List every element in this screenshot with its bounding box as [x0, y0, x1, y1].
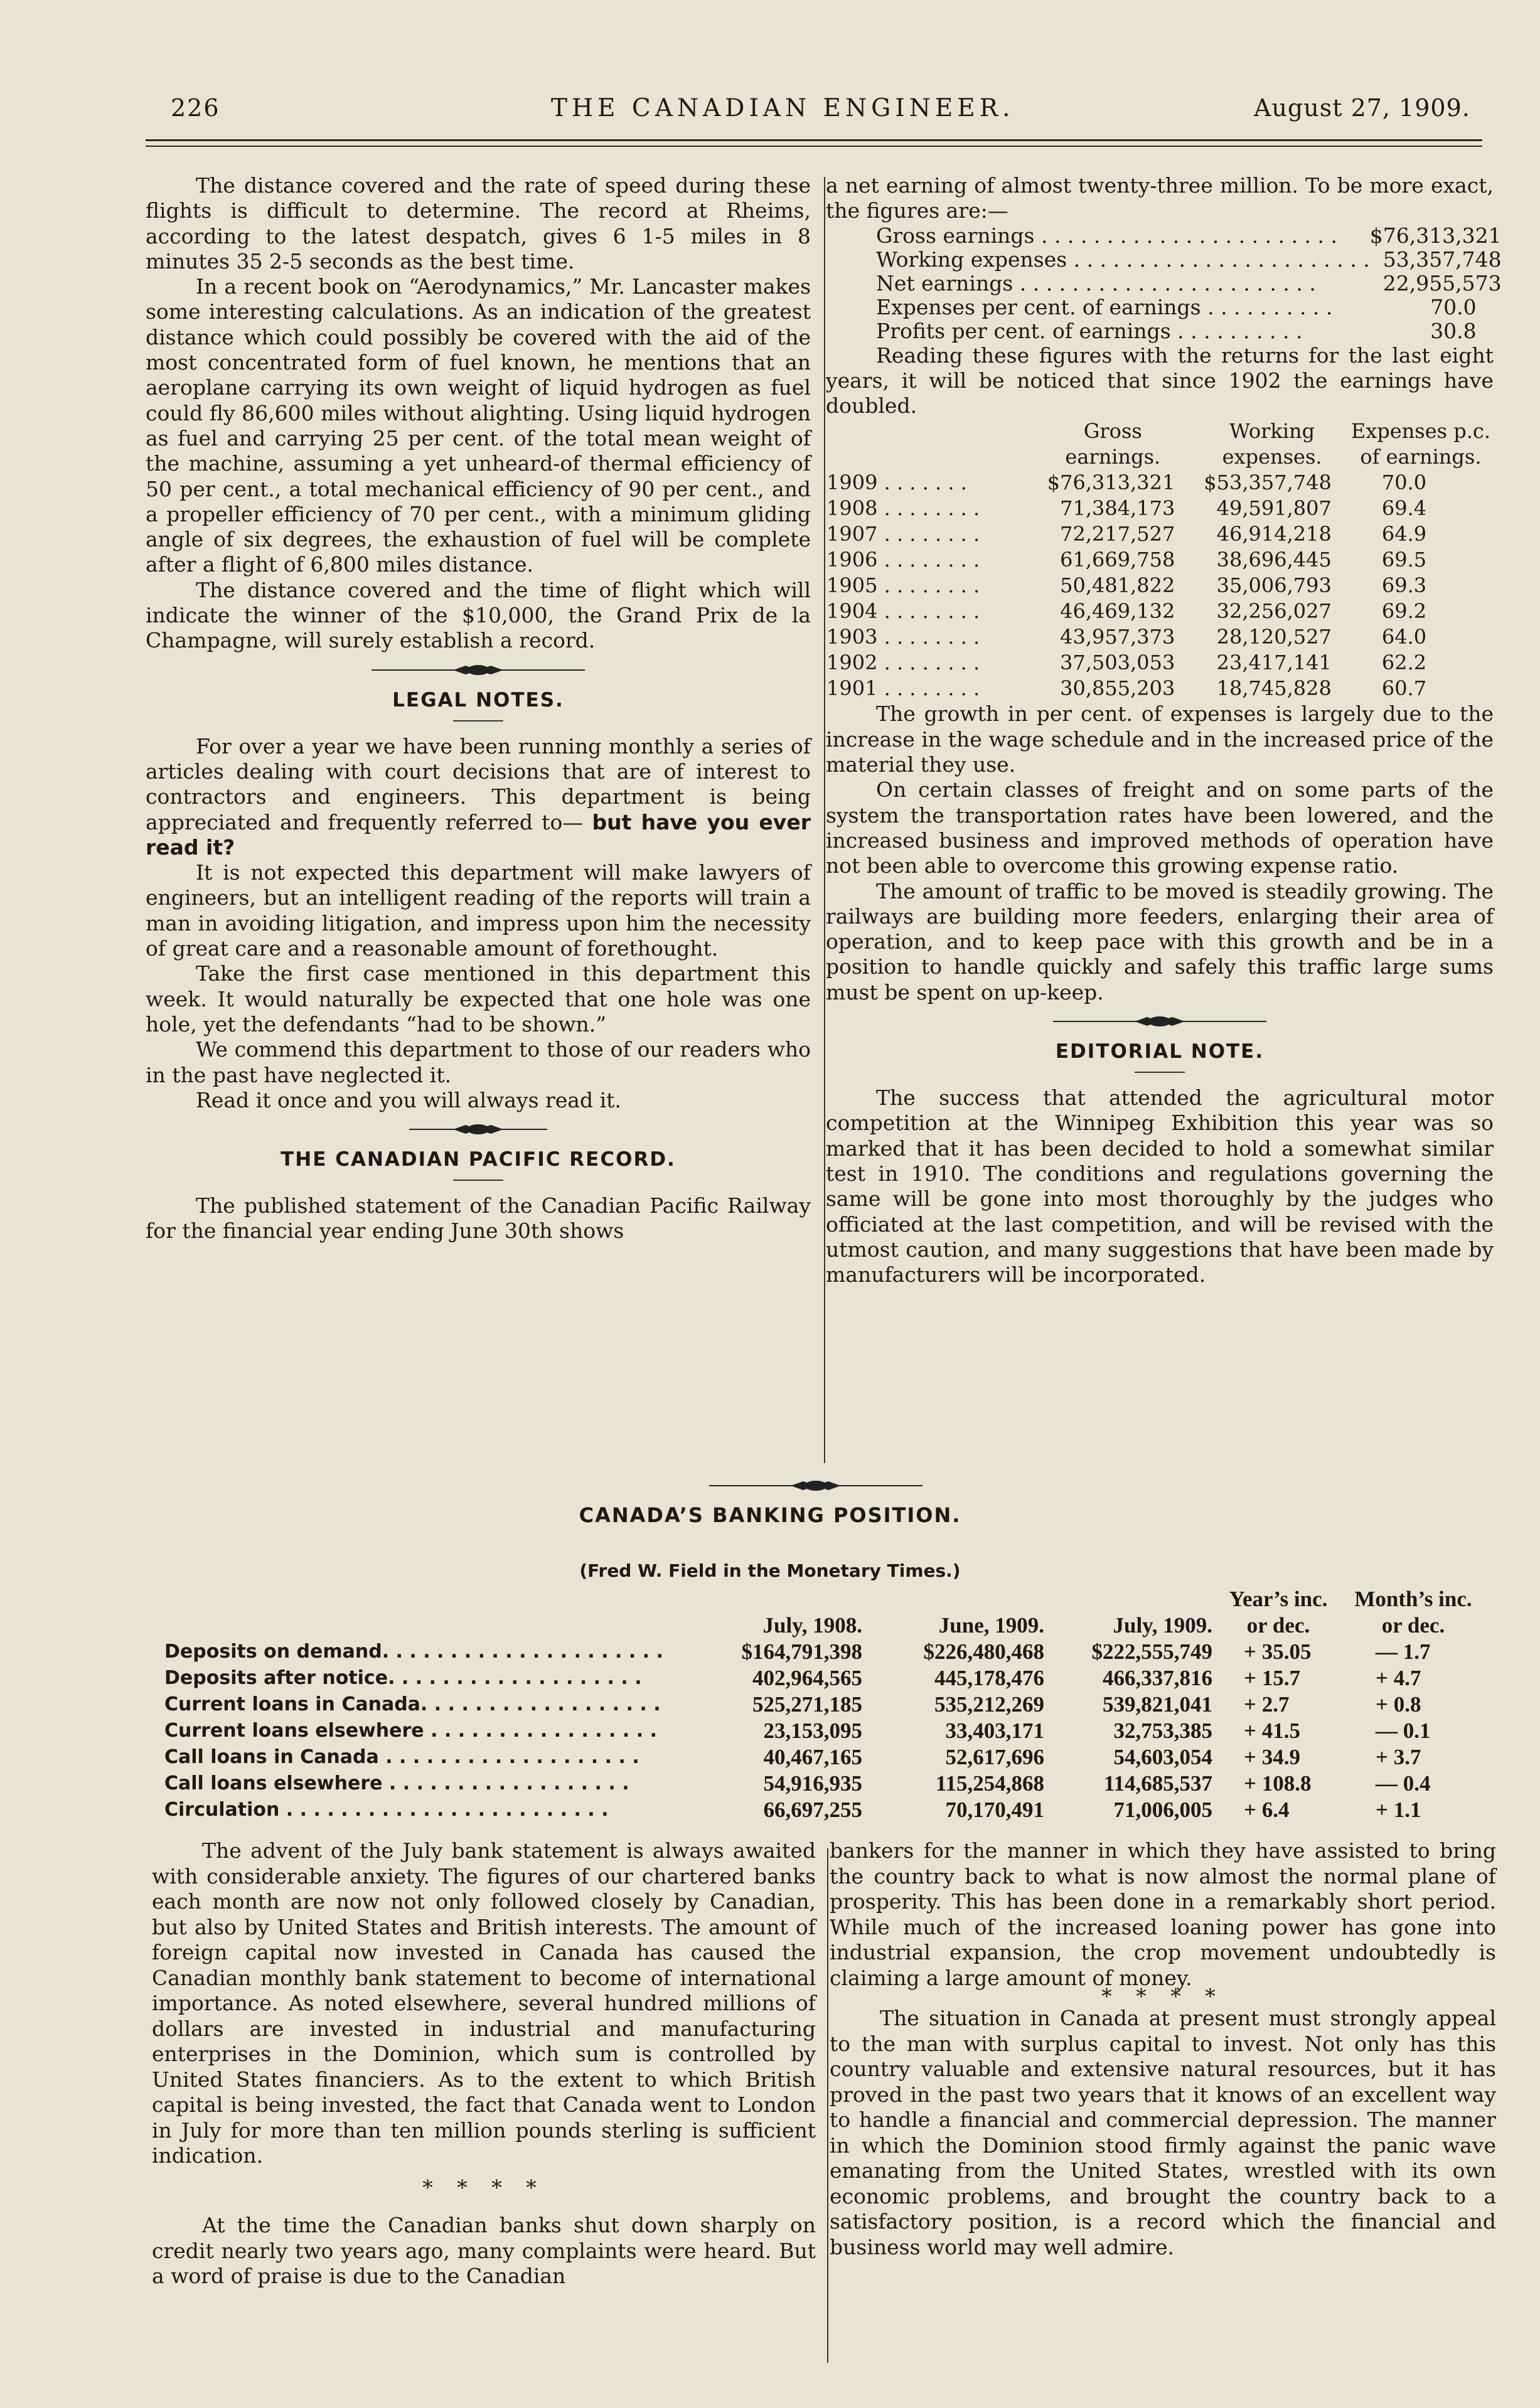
row-year: 1901	[826, 676, 878, 701]
legal-bold: but have you ever read it?	[146, 809, 811, 860]
cell: + 3.7	[1376, 1745, 1421, 1769]
cell: + 1.1	[1376, 1798, 1421, 1822]
row-pct: 69.4	[1381, 496, 1427, 521]
col-header-working-2: expenses.	[1222, 445, 1322, 469]
left-column-upper	[146, 173, 811, 1244]
table-row: Circulation . . . . . . . . . . . . . . . . . . . . . . . . 66,697,255 70,170,491 71,006,005 + 6.4 + 1.1	[164, 1797, 1482, 1823]
cell: 54,603,054	[1113, 1745, 1212, 1769]
cell: — 0.4	[1376, 1771, 1431, 1796]
table-row: 1909 . . . . . . . $76,313,321 $53,357,748 70.0	[826, 470, 1491, 496]
figure-value: 53,357,748	[1382, 247, 1502, 272]
title-underline	[1135, 1072, 1185, 1073]
cell: 52,617,696	[945, 1745, 1044, 1769]
cell: 535,212,269	[934, 1692, 1044, 1717]
table-header	[826, 418, 1491, 444]
col-header-month-inc: Month’s inc.	[1354, 1587, 1472, 1611]
table-row: Deposits after notice. . . . . . . . . . . . . . . . . . . 402,964,565 445,178,476 466,337,816 + 15.7 + 4.7	[164, 1665, 1482, 1691]
paragraph: bankers for the manner in which they have assisted to bring the country back to what is now almost the normal plane of prosperity. This has been done in a remarkably short period. While much of the increased loaning power has gone into industrial expansion, the crop movement undoubtedly is claiming a large amount of money.	[830, 1838, 1496, 1990]
cell: 70,170,491	[945, 1798, 1044, 1822]
cell: 114,685,537	[1103, 1771, 1212, 1796]
ornament-divider	[709, 1478, 922, 1493]
row-gross: 72,217,527	[1060, 522, 1175, 546]
table-row: 1903 . . . . . . . . 43,957,373 28,120,527 64.0	[826, 624, 1491, 650]
row-year: 1904	[826, 599, 878, 624]
table-row: 1901 . . . . . . . . 30,855,203 18,745,828 60.7	[826, 676, 1491, 701]
cell: 445,178,476	[934, 1666, 1044, 1690]
figure-label: Working expenses	[876, 247, 1067, 272]
row-working: 38,696,445	[1216, 548, 1332, 572]
cell: 66,697,255	[763, 1798, 862, 1822]
cell: + 0.8	[1376, 1692, 1421, 1717]
row-pct: 64.9	[1381, 522, 1427, 546]
section-break: * * * *	[1101, 1984, 1224, 2008]
row-label: Deposits on demand	[164, 1641, 382, 1663]
header-rule-top	[146, 139, 1482, 141]
ornament-divider	[372, 663, 585, 678]
table-row: Call loans elsewhere . . . . . . . . . . . . . . . . . . 54,916,935 115,254,868 114,685,537 + 108.8 — 0.4	[164, 1771, 1482, 1797]
table-row: 1906 . . . . . . . . 61,669,758 38,696,445 69.5	[826, 547, 1491, 573]
paragraph: The advent of the July bank statement is always awaited with considerable anxiety. The figures of our chartered banks each month are now not only followed closely by Canadian, but also by United States and British interests. The amount of foreign capital now invested in Canada has caused the Canadian monthly bank statement to become of international importance. As noted elsewhere, several hundred millions of dollars are invested in industrial and manufacturing enterprises in the Dominion, which sum is controlled by United States financiers. As to the extent to which British capital is being invested, the fact that Canada went to London in July for more than ten million pounds sterling is sufficient indication.	[152, 1838, 816, 2168]
row-pct: 64.0	[1381, 625, 1427, 649]
row-working: 49,591,807	[1216, 496, 1332, 521]
figure-value: 70.0	[1430, 294, 1477, 319]
col-header-month-dec: or dec.	[1381, 1613, 1445, 1638]
paragraph	[146, 734, 811, 860]
table-row: Current loans in Canada. . . . . . . . . . . . . . . . . . 525,271,185 535,212,269 539,821,041 + 2.7 + 0.8	[164, 1691, 1482, 1718]
paragraph: It is not expected this department will make lawyers of engineers, but an intelligent reading of the reports will train a man in avoiding litigation, and impress upon him the necessity of great care and a reasonable amount of forethought.	[146, 860, 811, 961]
row-pct: 62.2	[1381, 651, 1427, 675]
row-gross: 43,957,373	[1060, 625, 1175, 649]
section-title-cpr: THE CANADIAN PACIFIC RECORD.	[281, 1148, 676, 1171]
row-year: 1903	[826, 625, 878, 649]
header-rule-bottom	[146, 146, 1482, 147]
row-working: 32,256,027	[1216, 599, 1332, 624]
table-row: 1908 . . . . . . . . 71,384,173 49,591,807 69.4	[826, 496, 1491, 521]
paragraph: The situation in Canada at present must strongly appeal to the man with surplus capital to invest. Not only has this country valuable and extensive natural resources, but it has proved in the past two years that it knows of an excellent way to handle a financial and commercial depression. The manner in which the Dominion stood firmly against the panic wave emanating from the United States, wrestled with its own economic problems, and brought the country back to a satisfactory position, is a record which the financial and business world may well admire.	[830, 2006, 1496, 2259]
col-header-gross: Gross	[1083, 419, 1142, 444]
paragraph: The published statement of the Canadian Pacific Railway for the financial year ending June 30th shows	[146, 1193, 811, 1244]
row-year: 1907	[826, 522, 878, 546]
paragraph: a net earning of almost twenty-three million. To be more exact, the figures are:—	[826, 173, 1494, 223]
row-working: 46,914,218	[1216, 522, 1332, 546]
figure-value: 22,955,573	[1382, 270, 1502, 296]
row-working: 18,745,828	[1216, 676, 1332, 701]
title-underline	[453, 1180, 503, 1181]
cell: 402,964,565	[752, 1666, 862, 1690]
section-title-banking: CANADA’S BANKING POSITION.	[579, 1503, 961, 1527]
figure-label: Net earnings	[876, 271, 1013, 296]
row-label: Current loans elsewhere	[164, 1720, 424, 1742]
row-gross: 30,855,203	[1060, 676, 1175, 701]
issue-date: August 27, 1909.	[1254, 94, 1470, 122]
row-pct: 69.3	[1381, 573, 1427, 598]
cell: + 108.8	[1244, 1771, 1312, 1796]
right-column-upper	[826, 173, 1502, 1287]
paragraph: Reading these figures with the returns for the last eight years, it will be noticed that since 1902 the earnings have doubled.	[826, 343, 1494, 418]
row-gross: 46,469,132	[1060, 599, 1175, 624]
column-divider-lower	[827, 1848, 828, 2363]
table-header	[826, 444, 1491, 470]
col-header-working: Working	[1229, 419, 1315, 444]
ornament-divider	[409, 1122, 547, 1137]
figure-row: Profits per cent. of earnings . . . . . . . . . . 30.8	[876, 319, 1502, 343]
table-row: 1905 . . . . . . . . 50,481,822 35,006,793 69.3	[826, 573, 1491, 599]
paragraph: In a recent book on “Aerodynamics,” Mr. Lancaster makes some interesting calculations. As an indication of the greatest distance which could possibly be covered with the aid of the most concentrated form of fuel known, he mentions that an aeroplane carrying its own weight of liquid hydrogen as fuel could fly 86,600 miles without alighting. Using liquid hydrogen as fuel and carrying 25 per cent. of the total mean weight of the machine, assuming a yet unheard-of thermal efficiency of 50 per cent., a total mechanical efficiency of 90 per cent., and a propeller efficiency of 70 per cent., with a minimum gliding angle of six degrees, the exhaustion of fuel will be complete after a flight of 6,800 miles distance.	[146, 274, 811, 577]
row-label: Circulation	[164, 1799, 280, 1821]
row-year: 1905	[826, 573, 878, 598]
page-number: 226	[171, 94, 220, 122]
col-header-exp-2: of earnings.	[1360, 445, 1482, 469]
paragraph: On certain classes of freight and on some parts of the system the transportation rates have been lowered, and the increased business and improved methods of operation have not been able to overcome this growing expense ratio.	[826, 777, 1494, 878]
figure-value: $76,313,321	[1369, 223, 1502, 248]
cell: + 4.7	[1376, 1666, 1421, 1690]
cell: 115,254,868	[935, 1771, 1044, 1796]
cell: + 34.9	[1244, 1745, 1300, 1769]
cell: 525,271,185	[752, 1692, 862, 1717]
table-header	[164, 1586, 1482, 1612]
row-label: Call loans elsewhere	[164, 1772, 383, 1794]
row-gross: $76,313,321	[1047, 471, 1175, 495]
row-pct: 70.0	[1381, 471, 1427, 495]
figure-row: Expenses per cent. of earnings . . . . . . . . . . 70.0	[876, 296, 1502, 319]
cell: 23,153,095	[763, 1718, 862, 1743]
figure-row: Net earnings . . . . . . . . . . . . . . . . . . . . . . . 22,955,573	[876, 270, 1502, 296]
ornament-divider	[1053, 1014, 1266, 1029]
cell: $164,791,398	[741, 1639, 862, 1664]
cell: $222,555,749	[1091, 1639, 1212, 1664]
cell: $226,480,468	[923, 1639, 1044, 1664]
section-title-legal-notes: LEGAL NOTES.	[392, 688, 564, 711]
table-row: 1907 . . . . . . . . 72,217,527 46,914,218 64.9	[826, 521, 1491, 547]
figure-value: 30.8	[1430, 318, 1477, 343]
figure-label: Expenses per cent. of earnings	[876, 295, 1201, 319]
col-header-july-1909: July, 1909.	[1113, 1613, 1212, 1638]
col-header-year-dec: or dec.	[1246, 1613, 1310, 1638]
row-year: 1908	[826, 496, 878, 521]
section-title-editorial: EDITORIAL NOTE.	[1055, 1040, 1265, 1063]
cell: — 1.7	[1376, 1639, 1431, 1664]
col-header-gross-2: earnings.	[1065, 445, 1161, 469]
row-label: Deposits after notice	[164, 1667, 388, 1689]
table-row: Current loans elsewhere . . . . . . . . . . . . . . . . . 23,153,095 33,403,171 32,753,385 + 41.5 — 0.1	[164, 1718, 1482, 1744]
section-break: * * * *	[422, 2175, 545, 2200]
row-label: Current loans in Canada	[164, 1693, 420, 1715]
row-pct: 69.2	[1381, 599, 1427, 624]
table-row: 1904 . . . . . . . . 46,469,132 32,256,027 69.2	[826, 599, 1491, 624]
cell: + 6.4	[1244, 1798, 1290, 1822]
cpr-yearly-table	[826, 418, 1491, 701]
cell: 466,337,816	[1103, 1666, 1212, 1690]
row-year: 1902	[826, 651, 878, 675]
row-working: 35,006,793	[1216, 573, 1332, 598]
row-label: Call loans in Canada	[164, 1746, 379, 1768]
row-gross: 61,669,758	[1060, 548, 1175, 572]
figure-label: Gross earnings	[876, 223, 1035, 248]
cell: + 35.05	[1244, 1639, 1312, 1664]
cell: 54,916,935	[763, 1771, 862, 1796]
figure-row: Gross earnings . . . . . . . . . . . . . . . . . . . . . . . $76,313,321	[876, 223, 1502, 248]
row-gross: 50,481,822	[1060, 573, 1175, 598]
row-working: 28,120,527	[1216, 625, 1332, 649]
cpr-summary-figures	[876, 224, 1502, 343]
row-pct: 69.5	[1381, 548, 1427, 572]
cell: + 41.5	[1244, 1718, 1300, 1743]
col-header-exp: Expenses p.c.	[1350, 419, 1490, 444]
column-divider-upper	[824, 177, 825, 1463]
cell: 539,821,041	[1103, 1692, 1212, 1717]
journal-title: THE CANADIAN ENGINEER.	[551, 94, 1015, 122]
cell: + 15.7	[1244, 1666, 1300, 1690]
cell: 33,403,171	[945, 1718, 1044, 1743]
figure-label: Profits per cent. of earnings	[876, 319, 1171, 343]
bottom-right-column	[830, 1838, 1496, 2260]
row-year: 1906	[826, 548, 878, 572]
cell: — 0.1	[1376, 1718, 1431, 1743]
row-gross: 37,503,053	[1060, 651, 1175, 675]
row-gross: 71,384,173	[1060, 496, 1175, 521]
cell: + 2.7	[1244, 1692, 1290, 1717]
paragraph: The distance covered and the rate of speed during these flights is difficult to determine. The record at Rheims, according to the latest despatch, gives 6 1-5 miles in 8 minutes 35 2-5 seconds as the best time.	[146, 173, 811, 274]
paragraph: At the time the Canadian banks shut down sharply on credit nearly two years ago, many complaints were heard. But a word of praise is due to the Canadian	[152, 2213, 816, 2288]
table-row: Deposits on demand. . . . . . . . . . . . . . . . . . . . . $164,791,398 $226,480,468 $222,555,749 + 35.05 — 1.7	[164, 1639, 1482, 1665]
bottom-left-column	[152, 1838, 816, 2289]
row-working: $53,357,748	[1204, 471, 1332, 495]
paragraph: We commend this department to those of our readers who in the past have neglected it.	[146, 1037, 811, 1087]
paragraph: Read it once and you will always read it.	[196, 1087, 621, 1112]
cell: 71,006,005	[1113, 1798, 1212, 1822]
legal-text: For over a year we have been running monthly a series of articles dealing with court decisions that are of interest to contractors and engineers. This department is being appreciated and frequently referred to—	[146, 733, 811, 834]
table-row: Call loans in Canada . . . . . . . . . . . . . . . . . . . 40,467,165 52,617,696 54,603,054 + 34.9 + 3.7	[164, 1744, 1482, 1771]
paragraph: Take the first case mentioned in this department this week. It would naturally be expected that one hole was one hole, yet the defendants “had to be shown.”	[146, 961, 811, 1036]
row-working: 23,417,141	[1216, 651, 1332, 675]
paragraph: The success that attended the agricultural motor competition at the Winnipeg Exhibition this year was so marked that it has been decided to hold a somewhat similar test in 1910. The conditions and regulations governing the same will be gone into most thoroughly by the judges who officiated at the last competition, and will be revised with the utmost caution, and many suggestions that have been made by manufacturers will be incorporated.	[826, 1085, 1494, 1287]
col-header-june-1909: June, 1909.	[938, 1613, 1044, 1638]
row-year: 1909	[826, 471, 878, 495]
row-pct: 60.7	[1381, 676, 1427, 701]
table-header	[164, 1612, 1482, 1639]
paragraph: The growth in per cent. of expenses is largely due to the increase in the wage schedule and in the increased price of the material they use.	[826, 701, 1494, 777]
title-underline	[453, 720, 503, 722]
paragraph: The amount of traffic to be moved is steadily growing. The railways are building more feeders, enlarging their area of operation, and to keep pace with this growth and be in a position to handle quickly and safely this traffic large sums must be spent on up-keep.	[826, 878, 1494, 1004]
banking-byline: (Fred W. Field in the Monetary Times.)	[579, 1560, 961, 1581]
table-row: 1902 . . . . . . . . 37,503,053 23,417,141 62.2	[826, 650, 1491, 676]
cell: 32,753,385	[1113, 1718, 1212, 1743]
paragraph: The distance covered and the time of flight which will indicate the winner of the $10,000, the Grand Prix de la Champagne, will surely establish a record.	[146, 577, 811, 653]
col-header-july-1908: July, 1908.	[762, 1613, 862, 1638]
cell: 40,467,165	[763, 1745, 862, 1769]
col-header-year-inc: Year’s inc.	[1229, 1587, 1328, 1611]
banking-table	[164, 1586, 1501, 1823]
figure-row: Working expenses . . . . . . . . . . . . . . . . . . . . . . . 53,357,748	[876, 247, 1502, 272]
